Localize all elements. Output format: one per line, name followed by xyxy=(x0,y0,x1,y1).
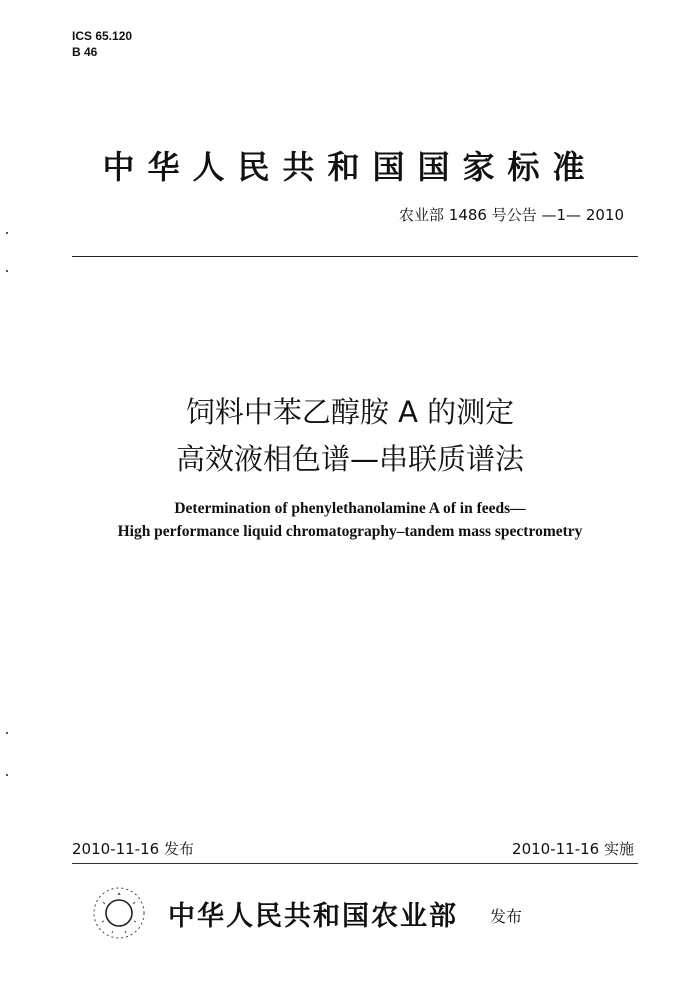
english-title-line-2: High performance liquid chromatography–tandem mass spectrometry xyxy=(117,523,583,540)
issue-date: 2010-11-16 发布 xyxy=(72,840,194,858)
header-divider xyxy=(72,256,638,257)
english-title-line-1: Determination of phenylethanolamine A of in feeds— xyxy=(174,500,526,517)
scan-artifact-dot xyxy=(6,732,8,734)
issuing-authority-suffix: 发布 xyxy=(490,907,523,926)
ics-code: ICS 65.120 xyxy=(72,29,133,43)
ics-code-block xyxy=(72,28,132,60)
chinese-title-line-1: 饲料中苯乙醇胺 A 的测定 xyxy=(185,395,515,429)
issuing-authority: 中华人民共和国农业部 xyxy=(168,901,458,932)
ccs-code: B 46 xyxy=(72,45,98,59)
footer-divider xyxy=(72,863,638,864)
standard-number: 农业部 1486 号公告 —1— 2010 xyxy=(399,206,624,224)
scan-artifact-dot xyxy=(6,270,8,272)
standard-type-title: 中华人民共和国国家标准 xyxy=(102,148,598,186)
chinese-title-line-2: 高效液相色谱—串联质谱法 xyxy=(175,442,524,476)
scan-artifact-dot xyxy=(6,774,8,776)
ministry-seal-icon xyxy=(92,886,146,940)
scan-artifact-dot xyxy=(6,232,8,234)
implementation-date: 2010-11-16 实施 xyxy=(512,840,634,858)
